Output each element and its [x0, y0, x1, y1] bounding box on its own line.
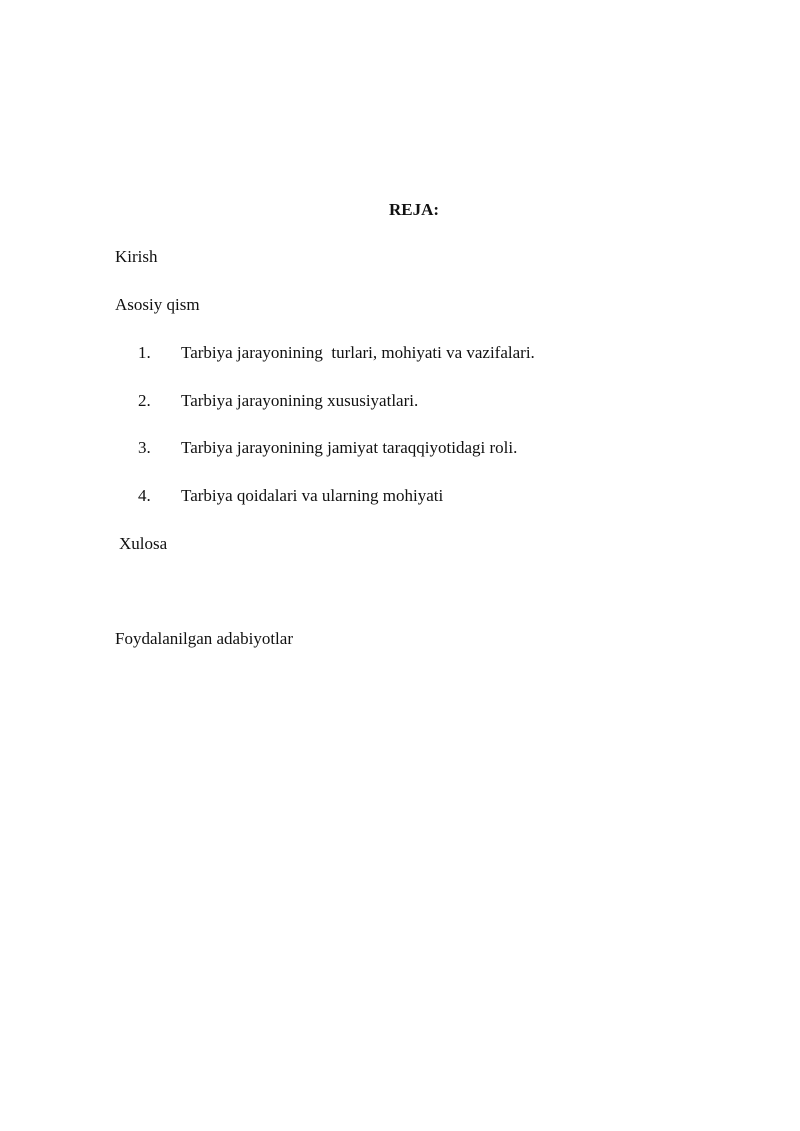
plan-title: REJA:	[388, 200, 440, 219]
references-heading: Foydalanilgan adabiyotlar	[115, 629, 293, 648]
intro-heading: Kirish	[115, 247, 158, 266]
list-item-text: Tarbiya jarayonining xususiyatlari.	[181, 391, 419, 410]
list-item-number: 4.	[138, 486, 151, 505]
conclusion-heading: Xulosa	[119, 534, 168, 553]
list-item-number: 1.	[138, 343, 151, 362]
list-item-text: Tarbiya qoidalari va ularning mohiyati	[181, 486, 444, 505]
main-part-heading: Asosiy qism	[115, 295, 200, 314]
list-item-number: 2.	[138, 391, 151, 410]
list-item-text: Tarbiya jarayonining turlari, mohiyati va vazifalari.	[181, 343, 535, 362]
list-item-text: Tarbiya jarayonining jamiyat taraqqiyotidagi roli.	[181, 438, 518, 457]
list-item-number: 3.	[138, 438, 151, 457]
